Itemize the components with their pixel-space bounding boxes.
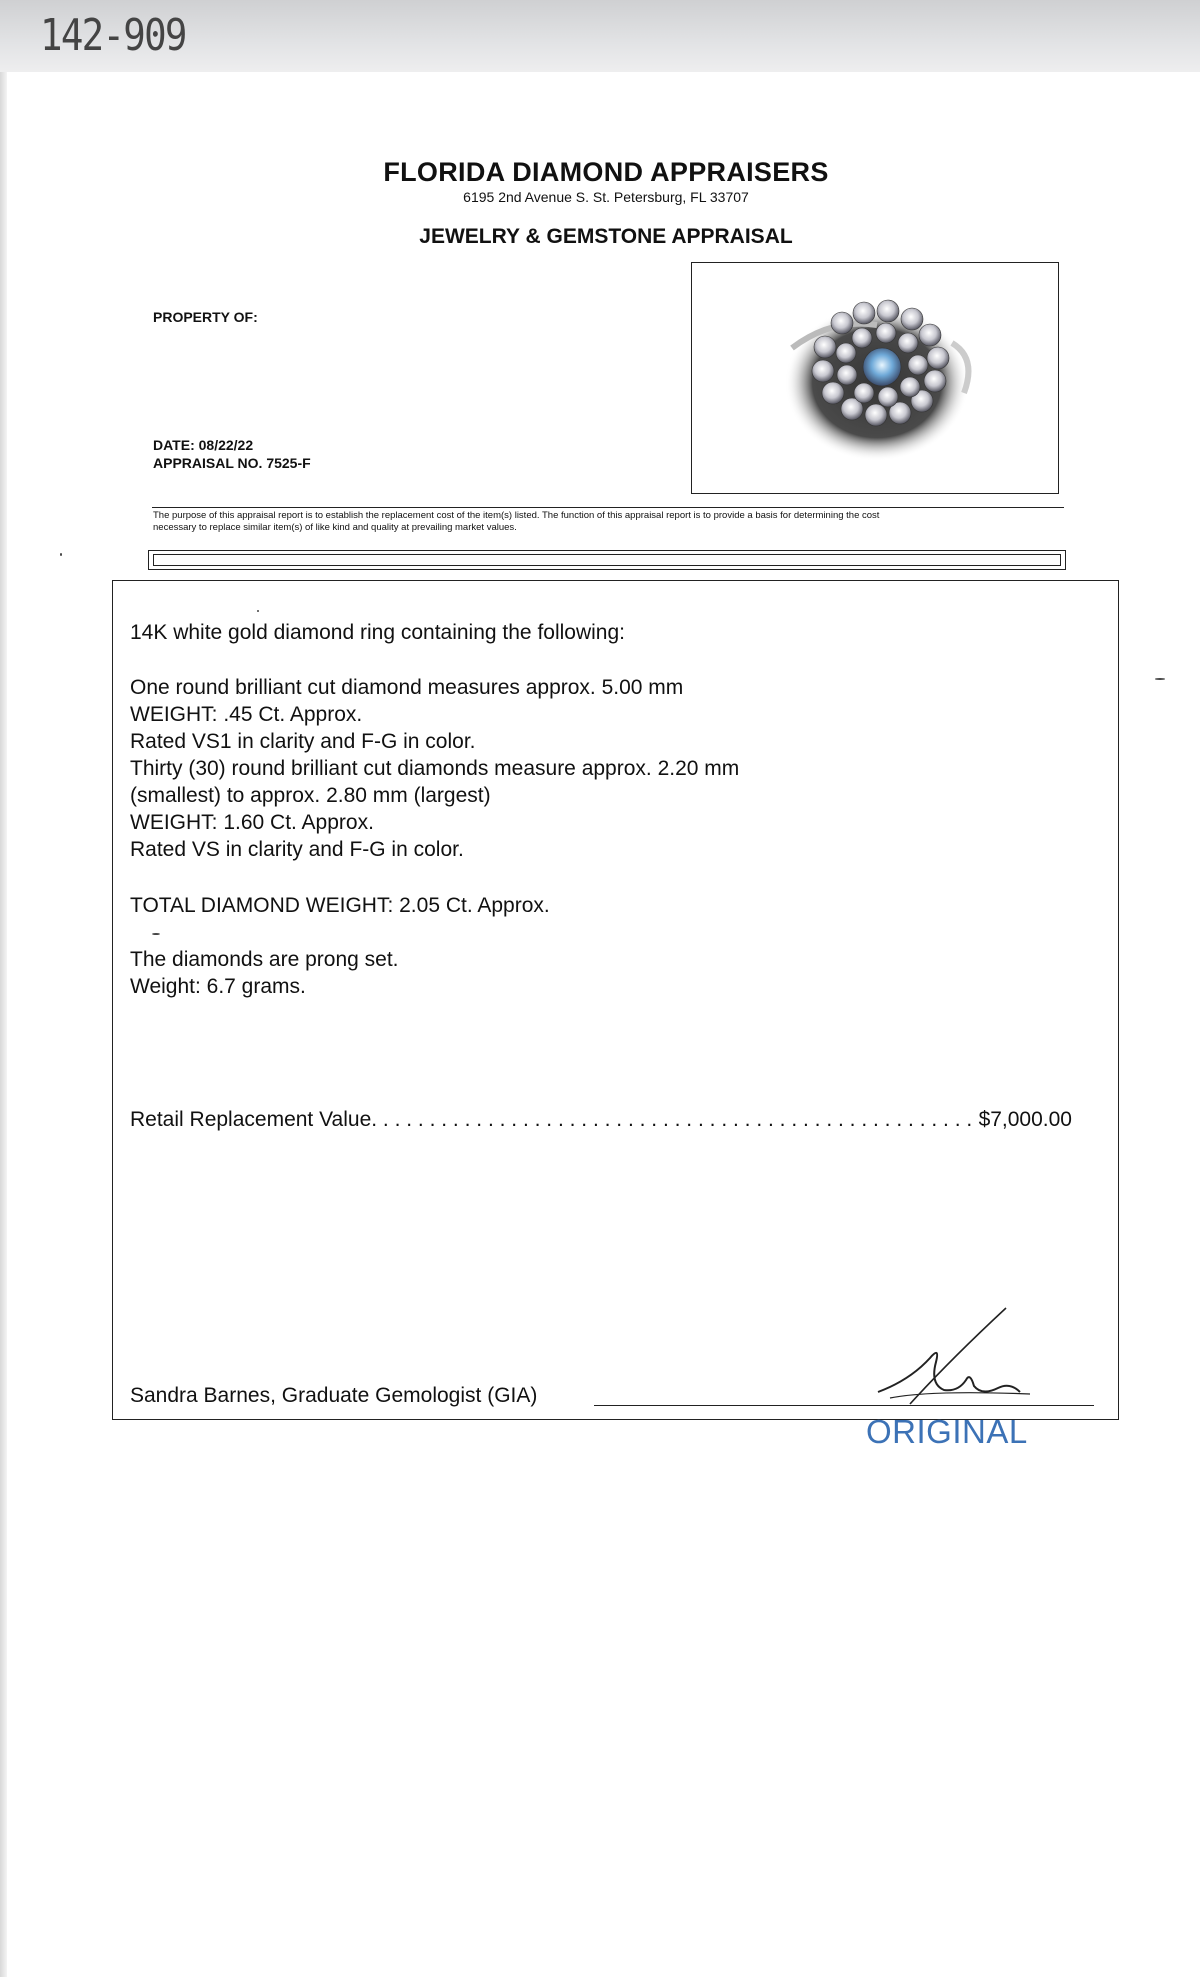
detail-line: Rated VS1 in clarity and F-G in color.: [130, 730, 476, 753]
detail-line: (smallest) to approx. 2.80 mm (largest): [130, 784, 491, 807]
divider-rule: [152, 507, 1064, 508]
scan-speck: [1155, 678, 1165, 680]
ring-photo: [691, 262, 1059, 494]
detail-line: Rated VS in clarity and F-G in color.: [130, 838, 464, 861]
signer-name: Sandra Barnes, Graduate Gemologist (GIA): [130, 1384, 538, 1407]
item-intro: 14K white gold diamond ring containing the following:: [130, 621, 625, 644]
company-name: FLORIDA DIAMOND APPRAISERS: [383, 157, 829, 187]
retail-value-row: [130, 1108, 1072, 1132]
document-title: JEWELRY & GEMSTONE APPRAISAL: [419, 225, 793, 248]
purpose-line: necessary to replace similar item(s) of like kind and quality at prevailing market values.: [153, 522, 517, 533]
retail-label: Retail Replacement Value: [130, 1108, 372, 1131]
dot-leader: [371, 1108, 978, 1132]
ring-image: [692, 263, 1058, 493]
company-address: 6195 2nd Avenue S. St. Petersburg, FL 33707: [463, 189, 749, 205]
appraisal-number: APPRAISAL NO. 7525-F: [153, 455, 311, 471]
detail-line: WEIGHT: 1.60 Ct. Approx.: [130, 811, 374, 834]
original-stamp: ORIGINAL: [866, 1413, 1028, 1450]
scan-left-edge: [0, 72, 7, 1977]
double-rule-bar: [148, 550, 1066, 570]
scan-speck: [257, 610, 259, 612]
date-field: DATE: 08/22/22: [153, 437, 254, 453]
setting-details: [130, 946, 399, 1000]
handwritten-note: 142-909: [40, 10, 186, 61]
scan-speck: [60, 553, 62, 556]
detail-line: WEIGHT: .45 Ct. Approx.: [130, 703, 363, 726]
setting-line: The diamonds are prong set.: [130, 948, 399, 971]
detail-line: One round brilliant cut diamond measures approx. 5.00 mm: [130, 676, 684, 699]
signature-scribble: [870, 1300, 1040, 1410]
setting-line: Weight: 6.7 grams.: [130, 975, 306, 998]
scan-speck: [152, 933, 160, 935]
retail-value: $7,000.00: [978, 1108, 1072, 1131]
purpose-statement: [153, 510, 1068, 534]
item-details: [130, 674, 739, 863]
purpose-line: The purpose of this appraisal report is to establish the replacement cost of the item(s) listed. The function of this appraisal report is to provide a basis for determining the cost: [153, 510, 880, 521]
detail-line: Thirty (30) round brilliant cut diamonds measure approx. 2.20 mm: [130, 757, 740, 780]
total-diamond-weight: TOTAL DIAMOND WEIGHT: 2.05 Ct. Approx.: [130, 894, 550, 917]
property-of-label: PROPERTY OF:: [153, 309, 258, 325]
